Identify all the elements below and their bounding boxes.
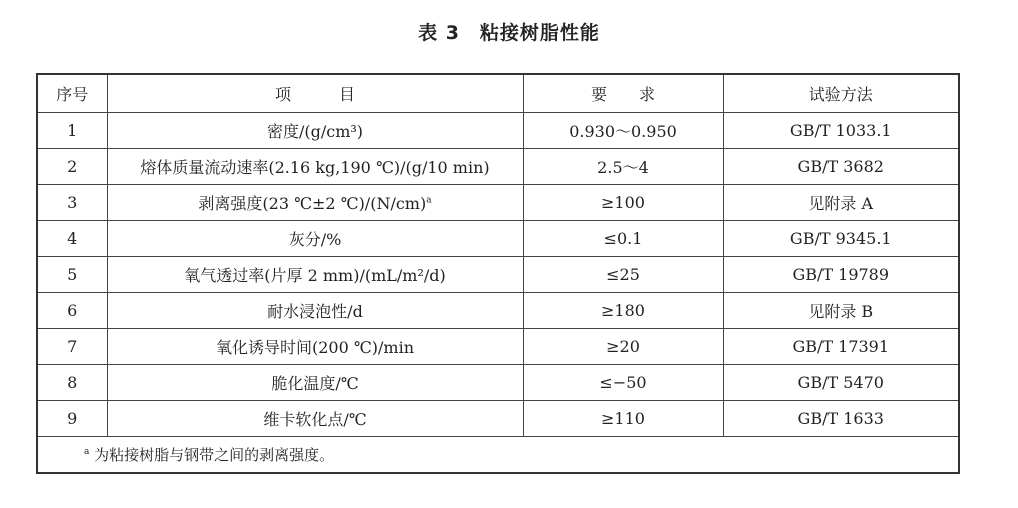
cell-no: 9 — [37, 401, 107, 437]
cell-item: 氧化诱导时间(200 ℃)/min — [107, 329, 523, 365]
table-row — [37, 293, 959, 329]
cell-item-text: 剥离强度(23 ℃±2 ℃)/(N/cm) — [198, 194, 427, 213]
cell-item: 维卡软化点/℃ — [107, 401, 523, 437]
cell-requirement: ≥180 — [523, 293, 723, 329]
table-row — [37, 149, 959, 185]
cell-no: 7 — [37, 329, 107, 365]
header-item: 项 目 — [107, 74, 523, 113]
cell-requirement: 2.5～4 — [523, 149, 723, 185]
header-test-method: 试验方法 — [723, 74, 959, 113]
table-footnote — [37, 437, 959, 474]
cell-requirement: ≥110 — [523, 401, 723, 437]
cell-item: 密度/(g/cm³) — [107, 113, 523, 149]
cell-item: 灰分/% — [107, 221, 523, 257]
table-row — [37, 365, 959, 401]
header-no: 序号 — [37, 74, 107, 113]
cell-requirement: ≥100 — [523, 185, 723, 221]
note-row — [37, 437, 959, 474]
cell-requirement: ≤25 — [523, 257, 723, 293]
cell-no: 1 — [37, 113, 107, 149]
cell-no: 4 — [37, 221, 107, 257]
footnote-marker: a — [426, 195, 432, 206]
cell-no: 5 — [37, 257, 107, 293]
cell-requirement: 0.930～0.950 — [523, 113, 723, 149]
cell-requirement: ≤−50 — [523, 365, 723, 401]
header-requirement: 要 求 — [523, 74, 723, 113]
cell-method: 见附录 A — [723, 185, 959, 221]
properties-table — [36, 73, 960, 474]
table-row — [37, 113, 959, 149]
footnote-text: 为粘接树脂与钢带之间的剥离强度。 — [94, 446, 335, 464]
cell-item: 耐水浸泡性/d — [107, 293, 523, 329]
table-row — [37, 185, 959, 221]
table-container — [36, 73, 958, 475]
cell-method: GB/T 1033.1 — [723, 113, 959, 149]
footnote-marker: a — [84, 447, 90, 457]
cell-item: 氧气透过率(片厚 2 mm)/(mL/m²/d) — [107, 257, 523, 293]
cell-requirement: ≤0.1 — [523, 221, 723, 257]
cell-method: 见附录 B — [723, 293, 959, 329]
cell-method: GB/T 1633 — [723, 401, 959, 437]
cell-method: GB/T 5470 — [723, 365, 959, 401]
cell-method: GB/T 3682 — [723, 149, 959, 185]
cell-item — [107, 185, 523, 221]
cell-no: 3 — [37, 185, 107, 221]
cell-item: 脆化温度/℃ — [107, 365, 523, 401]
cell-no: 8 — [37, 365, 107, 401]
table-row — [37, 329, 959, 365]
cell-method: GB/T 19789 — [723, 257, 959, 293]
cell-method: GB/T 17391 — [723, 329, 959, 365]
table-row — [37, 221, 959, 257]
cell-no: 6 — [37, 293, 107, 329]
header-row — [37, 74, 959, 113]
cell-item: 熔体质量流动速率(2.16 kg,190 ℃)/(g/10 min) — [107, 149, 523, 185]
cell-no: 2 — [37, 149, 107, 185]
cell-method: GB/T 9345.1 — [723, 221, 959, 257]
table-title: 表 3 粘接树脂性能 — [418, 22, 600, 44]
table-row — [37, 401, 959, 437]
cell-requirement: ≥20 — [523, 329, 723, 365]
table-row — [37, 257, 959, 293]
